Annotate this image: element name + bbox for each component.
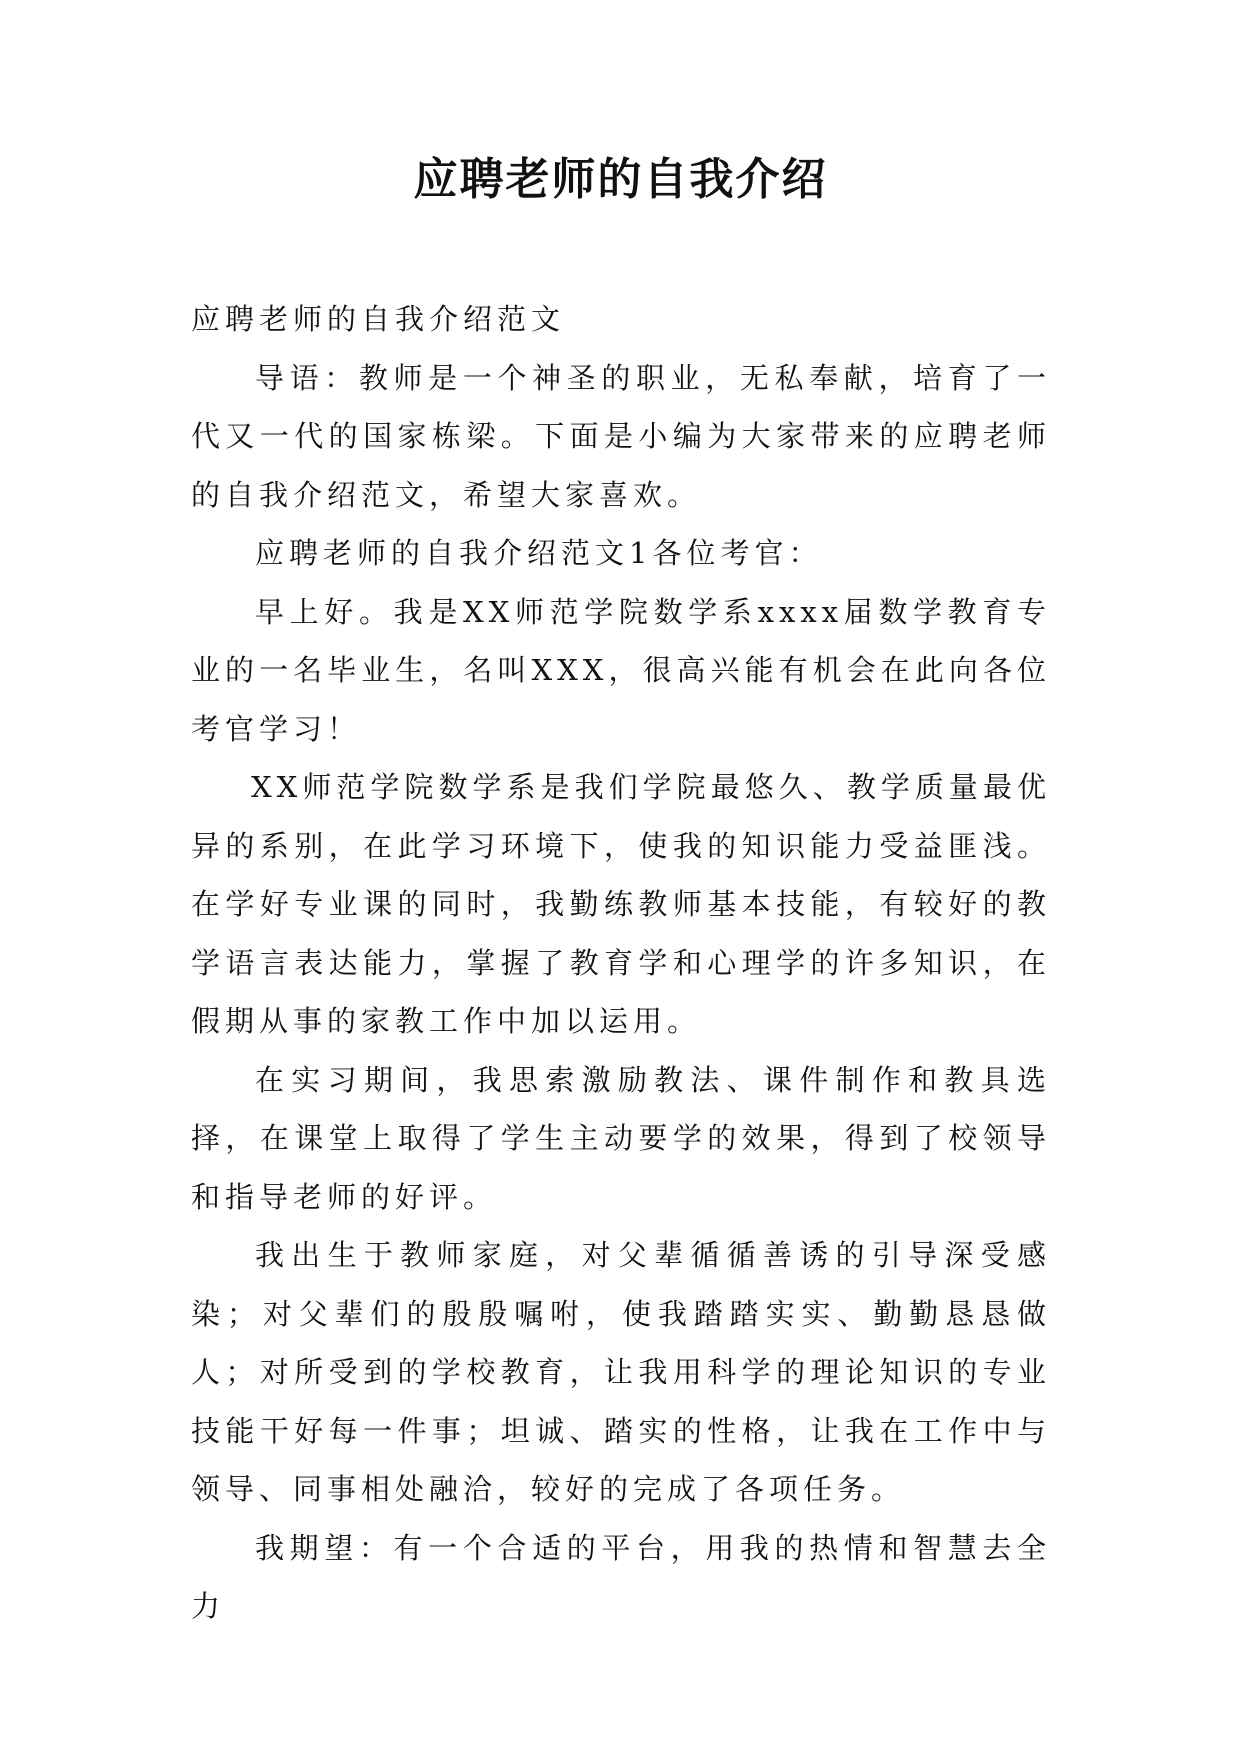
paragraph-sample-heading: 应聘老师的自我介绍范文1各位考官： bbox=[255, 536, 823, 570]
paragraph-hope: 我期望：有一个合适的平台，用我的热情和智慧去全力 bbox=[191, 1530, 1051, 1623]
paragraph-family: 我出生于教师家庭，对父辈循循善诱的引导深受感染；对父辈们的殷殷嘱咐，使我踏踏实实、勤勤恳恳做人；对所受到的学校教育，让我用科学的理论知识的专业技能干好每一件事；坦诚、踏实的性格，让我在工作中与领导、同事相处融洽，较好的完成了各项任务。 bbox=[191, 1238, 1051, 1506]
paragraph-greeting: 早上好。我是XX师范学院数学系xxxx届数学教育专业的一名毕业生，名叫XXX，很高兴能有机会在此向各位考官学习！ bbox=[191, 594, 1051, 746]
paragraph-internship: 在实习期间，我思索激励教法、课件制作和教具选择，在课堂上取得了学生主动要学的效果，得到了校领导和指导老师的好评。 bbox=[191, 1062, 1051, 1214]
paragraph-subtitle: 应聘老师的自我介绍范文 bbox=[191, 302, 566, 336]
paragraph-college: XX师范学院数学系是我们学院最悠久、教学质量最优异的系别，在此学习环境下，使我的知识能力受益匪浅。在学好专业课的同时，我勤练教师基本技能，有较好的教学语言表达能力，掌握了教育学和心理学的许多知识，在假期从事的家教工作中加以运用。 bbox=[191, 770, 1051, 1038]
paragraph-intro: 导语：教师是一个神圣的职业，无私奉献，培育了一代又一代的国家栋梁。下面是小编为大家带来的应聘老师的自我介绍范文，希望大家喜欢。 bbox=[191, 360, 1051, 512]
document-title: 应聘老师的自我介绍 bbox=[413, 154, 828, 205]
document-body bbox=[191, 290, 1051, 1636]
